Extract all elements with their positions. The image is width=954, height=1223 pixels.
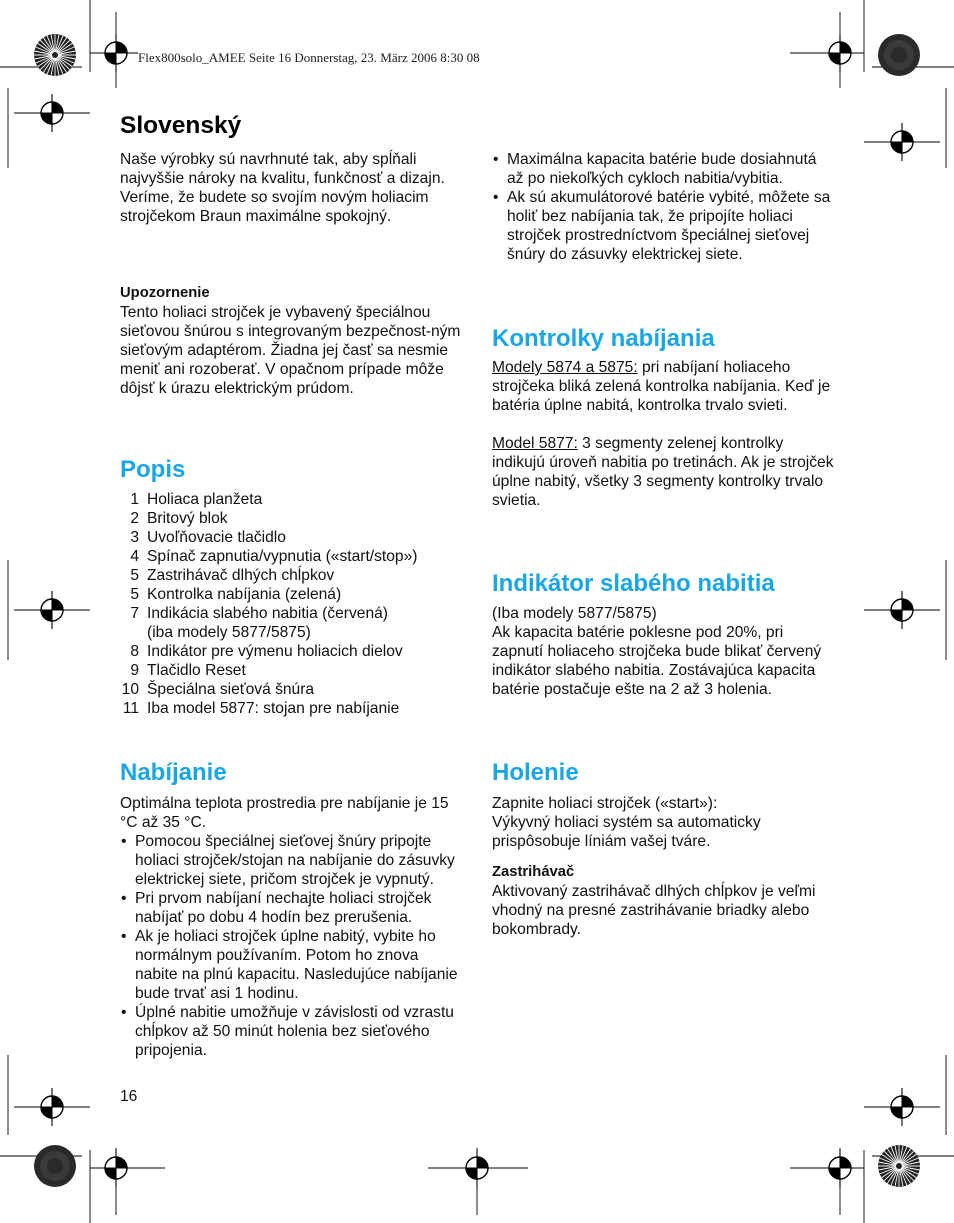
indikator-section <box>492 570 837 699</box>
list-item: 1 Holiaca planžeta <box>130 491 263 508</box>
page-title: Slovenský <box>120 112 242 139</box>
list-item: 3 Uvoľňovacie tlačidlo <box>130 529 286 546</box>
list-item: • Úplné nabitie umožňuje v závislosti od vzrastu chĺpkov až 50 minút holenia bez sieťového pripojenia. <box>120 1003 465 1060</box>
popis-heading: Popis <box>120 456 186 483</box>
zastrihavac-text: Aktivovaný zastrihávač dlhých chĺpkov je veľmi vhodný na presné zastrihávanie briadky alebo bokombrady. <box>492 883 816 938</box>
list-item: • Ak je holiaci strojček úplne nabitý, vybite ho normálnym používaním. Potom ho znova nabite na plnú kapacitu. Nasledujúce nabíjanie bude trvať asi 1 hodinu. <box>120 927 465 1003</box>
list-item: 5 Kontrolka nabíjania (zelená) <box>130 586 342 603</box>
kontrolky-heading: Kontrolky nabíjania <box>492 325 715 352</box>
list-item: 11 Iba model 5877: stojan pre nabíjanie <box>122 700 400 717</box>
list-item: 7 Indikácia slabého nabitia (červená) (iba modely 5877/5875) <box>130 605 388 641</box>
intro-paragraph: Naše výrobky sú navrhnuté tak, aby spĺňali najvyššie nároky na kvalitu, funkčnosť a dizajn. Veríme, že budete so svojím novým holiacim strojčekom Braun maximálne spokojný. <box>120 151 445 225</box>
warning-heading: Upozornenie <box>120 285 210 301</box>
list-item: 4 Spínač zapnutia/vypnutia («start/stop») <box>130 548 418 565</box>
battery-bullets <box>492 150 837 264</box>
kontrolky-paragraph-2: Model 5877: 3 segmenty zelenej kontrolky indikujú úroveň nabitia po tretinách. Ak je strojček úplne nabitý, všetky 3 segmenty kontrolky trvalo svietia. <box>492 435 834 509</box>
kontrolky-paragraph-1: Modely 5874 a 5875: pri nabíjaní holiaceho strojčeka bliká zelená kontrolka nabíjania. Keď je batéria úplne nabitá, kontrolka trvalo svieti. <box>492 359 831 414</box>
list-item: 9 Tlačidlo Reset <box>130 662 246 679</box>
warning-text: Tento holiaci strojček je vybavený špeciálnou sieťovou šnúrou s integrovaným bezpečnost-ným sieťovým adaptérom. Žiadna jej časť sa nesmie meniť ani rozoberať. V opačnom prípade môže dôjsť k úrazu elektrickým prúdom. <box>120 304 461 397</box>
list-item: • Pomocou špeciálnej sieťovej šnúry pripojte holiaci strojček/stojan na nabíjanie do zásuvky elektrickej siete, pričom strojček je vypnutý. <box>120 832 465 889</box>
model-label: Model 5877: <box>492 435 578 452</box>
intro-section <box>120 150 465 226</box>
indikator-text: Ak kapacita batérie poklesne pod 20%, pri zapnutí holiaceho strojčeka bude blikať červený indikátor slabého nabitia. Zostávajúca kapacita batérie postačuje ešte na 2 až 3 holenia. <box>492 624 822 698</box>
parts-list <box>120 490 465 718</box>
list-item: 8 Indikátor pre výmenu holiacich dielov <box>130 643 403 660</box>
zastrihavac-heading: Zastrihávač <box>492 864 575 880</box>
indikator-subtitle: (Iba modely 5877/5875) <box>492 605 657 622</box>
nabijanie-section <box>120 759 465 1060</box>
indikator-heading: Indikátor slabého nabitia <box>492 570 775 597</box>
list-item: 2 Britový blok <box>130 510 228 527</box>
popis-section <box>120 456 465 718</box>
print-slug: Flex800solo_AMEE Seite 16 Donnerstag, 23. März 2006 8:30 08 <box>138 50 480 65</box>
holenie-section <box>492 759 837 939</box>
holenie-text: Zapnite holiaci strojček («start»): Výkyvný holiaci systém sa automaticky prispôsobuje líniám vašej tváre. <box>492 795 761 850</box>
list-item: 10 Špeciálna sieťová šnúra <box>121 681 315 698</box>
list-item: 5 Zastrihávač dlhých chĺpkov <box>130 567 335 584</box>
list-item: • Pri prvom nabíjaní nechajte holiaci strojček nabíjať po dobu 4 hodín bez prerušenia. <box>120 889 465 927</box>
kontrolky-section <box>492 325 837 510</box>
list-item: • Ak sú akumulátorové batérie vybité, môžete sa holiť bez nabíjania tak, že pripojíte holiaci strojček prostredníctvom špeciálnej sieťovej šnúry do zásuvky elektrickej siete. <box>492 188 837 264</box>
holenie-heading: Holenie <box>492 759 579 786</box>
model-label: Modely 5874 a 5875: <box>492 359 638 376</box>
nabijanie-heading: Nabíjanie <box>120 759 227 786</box>
nabijanie-bullets <box>120 832 465 1060</box>
page-number: 16 <box>120 1088 138 1105</box>
list-item: • Maximálna kapacita batérie bude dosiahnutá až po niekoľkých cykloch nabitia/vybitia. <box>492 150 837 188</box>
battery-section <box>492 150 837 264</box>
warning-section <box>120 284 465 398</box>
nabijanie-intro: Optimálna teplota prostredia pre nabíjanie je 15 °C až 35 °C. <box>120 795 449 831</box>
